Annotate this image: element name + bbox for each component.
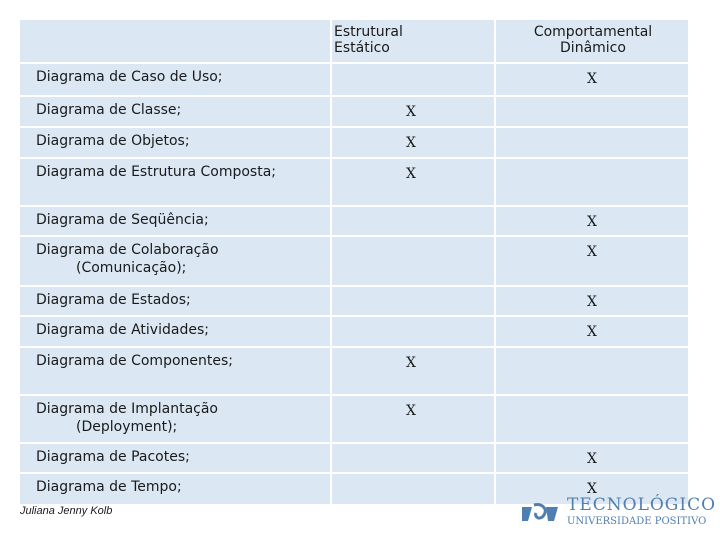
diagram-name-text: Diagrama de Objetos; [36,133,190,149]
diagram-name-text: (Deployment); [76,419,178,435]
table-row [19,286,689,316]
logo-title: TECNOLÓGICO [567,495,717,515]
structural-mark-cell [331,316,495,347]
structural-mark-cell: X [331,127,495,158]
diagram-name-cell [19,127,331,158]
logo-subtitle: UNIVERSIDADE POSITIVO [567,516,707,527]
diagram-name-text: Diagrama de Caso de Uso; [36,69,223,85]
diagram-name-text: Diagrama de Pacotes; [36,449,190,465]
diagram-name-text: Diagrama de Atividades; [36,322,209,338]
behavioral-mark-cell [495,158,689,206]
diagram-name-text: Diagrama de Implantação [36,401,218,417]
header-behavioral [495,19,689,63]
diagram-name-cell [19,443,331,473]
behavioral-mark-cell: X [495,236,689,286]
diagram-name-cell [19,96,331,127]
table-row [19,63,689,96]
diagram-classification-table [18,18,690,506]
behavioral-mark-cell: X [495,206,689,236]
structural-mark-cell [331,206,495,236]
behavioral-mark-cell [495,96,689,127]
structural-mark-cell: X [331,158,495,206]
diagram-name-text: Diagrama de Componentes; [36,353,233,369]
diagram-name-text: Diagrama de Classe; [36,102,182,118]
header-structural-line2: Estático [334,40,390,56]
behavioral-mark-cell: X [495,316,689,347]
behavioral-mark-cell [495,347,689,395]
table-row [19,347,689,395]
behavioral-mark-cell: X [495,443,689,473]
structural-mark-cell: X [331,395,495,443]
diagram-name-text: Diagrama de Colaboração [36,242,219,258]
structural-mark-cell [331,236,495,286]
diagram-name-text: (Comunicação); [76,260,187,276]
diagram-name-text: Diagrama de Seqüência; [36,212,209,228]
diagram-name-cell [19,473,331,505]
behavioral-mark-cell: X [495,286,689,316]
header-structural-line1: Estrutural [334,24,403,40]
header-row [19,19,689,63]
university-logo-icon [520,501,560,525]
table-row [19,316,689,347]
diagram-name-cell [19,347,331,395]
behavioral-mark-cell: X [495,63,689,96]
header-behavioral-line1: Comportamental [533,24,653,40]
header-behavioral-line2: Dinâmico [560,40,626,56]
header-blank-cell [19,19,331,63]
diagram-name-cell [19,236,331,286]
behavioral-mark-cell [495,127,689,158]
table-row [19,443,689,473]
diagram-name-cell [19,395,331,443]
structural-mark-cell [331,473,495,505]
behavioral-mark-cell [495,395,689,443]
table-row [19,236,689,286]
structural-mark-cell [331,286,495,316]
table-row [19,206,689,236]
diagram-name-text: Diagrama de Tempo; [36,479,182,495]
diagram-name-cell [19,316,331,347]
structural-mark-cell: X [331,347,495,395]
structural-mark-cell [331,443,495,473]
author-credit: Juliana Jenny Kolb [20,505,113,517]
header-structural [331,19,495,63]
diagram-name-text: Diagrama de Estados; [36,292,191,308]
diagram-name-cell [19,158,331,206]
diagram-name-cell [19,206,331,236]
table-row [19,158,689,206]
behavioral-mark-cell: X [495,473,689,505]
table-row [19,96,689,127]
structural-mark-cell [331,63,495,96]
table-row [19,127,689,158]
diagram-name-text: Diagrama de Estrutura Composta; [36,164,277,180]
diagram-name-cell [19,63,331,96]
diagram-name-cell [19,286,331,316]
table-row [19,395,689,443]
structural-mark-cell: X [331,96,495,127]
